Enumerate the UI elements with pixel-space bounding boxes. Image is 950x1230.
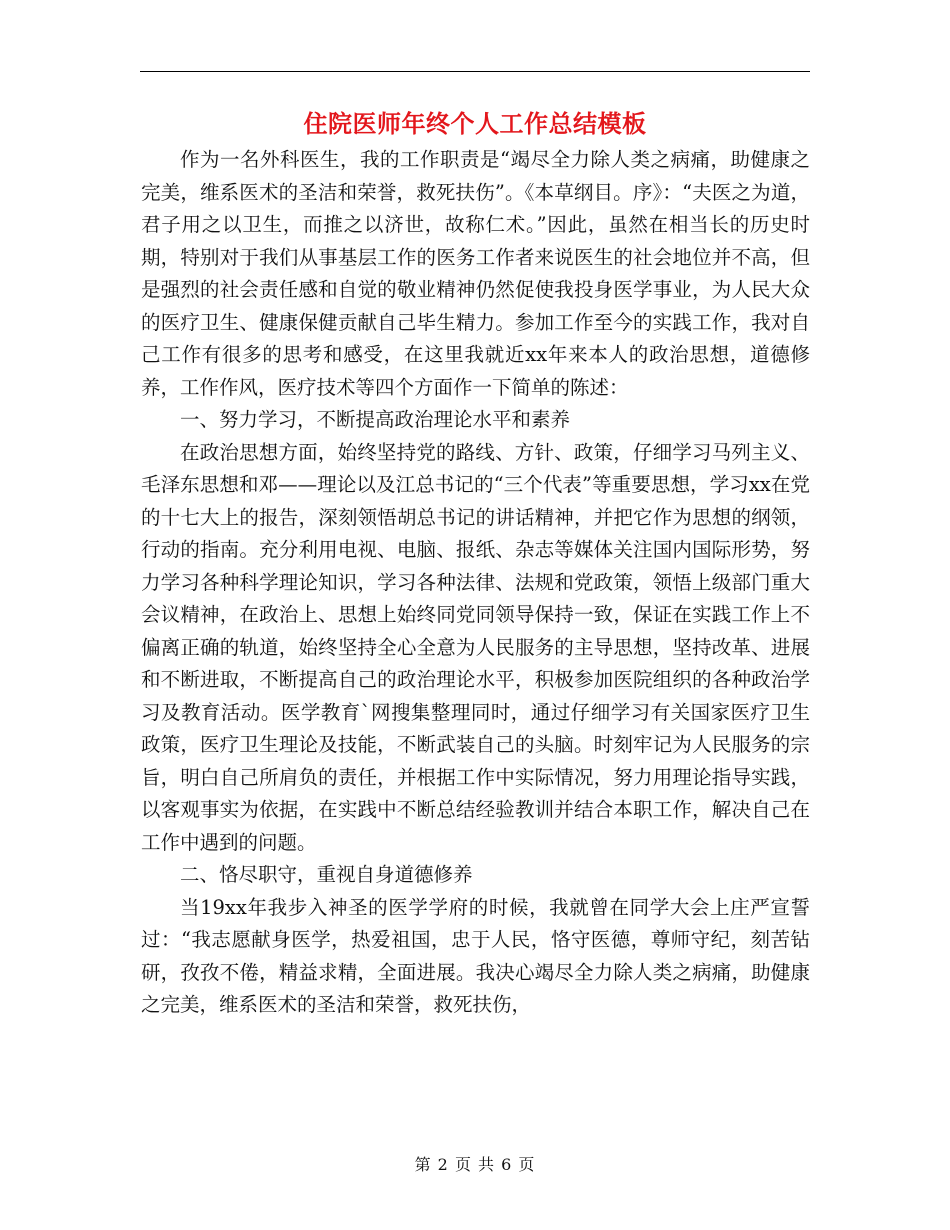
section-heading-2: 二、恪尽职守，重视自身道德修养 [180,863,473,886]
paragraph-ethics: 当19xx年我步入神圣的医学学府的时候，我就曾在同学大会上庄严宣誓过：“我志愿献身医学，热爱祖国，忠于人民，恪守医德，尊师守纪，刻苦钻研，孜孜不倦，精益求精，全面进展。我决心竭尽全力除人类之病痛，助健康之完美，维系医术的圣洁和荣誉，救死扶伤， [141,895,810,1016]
paragraph-political: 在政治思想方面，始终坚持党的路线、方针、政策，仔细学习马列主义、毛泽东思想和邓——理论以及江总书记的“三个代表”等重要思想，学习xx在党的十七大上的报告，深刻领悟胡总书记的讲话精神，并把它作为思想的纲领，行动的指南。充分利用电视、电脑、报纸、杂志等媒体关注国内国际形势，努力学习各种科学理论知识，学习各种法律、法规和党政策，领悟上级部门重大会议精神，在政治上、思想上始终同党同领导保持一致，保证在实践工作上不偏离正确的轨道，始终坚持全心全意为人民服务的主导思想，坚持改革、进展和不断进取，不断提高自己的政治理论水平，积极参加医院组织的各种政治学习及教育活动。医学教育`网搜集整理同时，通过仔细学习有关国家医疗卫生政策，医疗卫生理论及技能，不断武装自己的头脑。时刻牢记为人民服务的宗旨，明白自己所肩负的责任，并根据工作中实际情况，努力用理论指导实践，以客观事实为依据，在实践中不断总结经验教训并结合本职工作，解决自己在工作中遇到的问题。 [141,440,810,854]
header-rule [140,71,810,72]
paragraph-intro: 作为一名外科医生，我的工作职责是“竭尽全力除人类之病痛，助健康之完美，维系医术的圣洁和荣誉，救死扶伤”。《本草纲目。序》：“夫医之为道，君子用之以卫生，而推之以济世，故称仁术。”因此，虽然在相当长的历史时期，特别对于我们从事基层工作的医务工作者来说医生的社会地位并不高，但是强烈的社会责任感和自觉的敬业精神仍然促使我投身医学事业，为人民大众的医疗卫生、健康保健贡献自己毕生精力。参加工作至今的实践工作，我对自己工作有很多的思考和感受，在这里我就近xx年来本人的政治思想，道德修养，工作作风，医疗技术等四个方面作一下简单的陈述： [141,148,810,399]
document-body [141,144,810,1022]
page-number: 第 2 页 共 6 页 [414,1155,536,1174]
document-title: 住院医师年终个人工作总结模板 [303,109,647,138]
section-heading-1: 一、努力学习，不断提高政治理论水平和素养 [180,408,571,431]
